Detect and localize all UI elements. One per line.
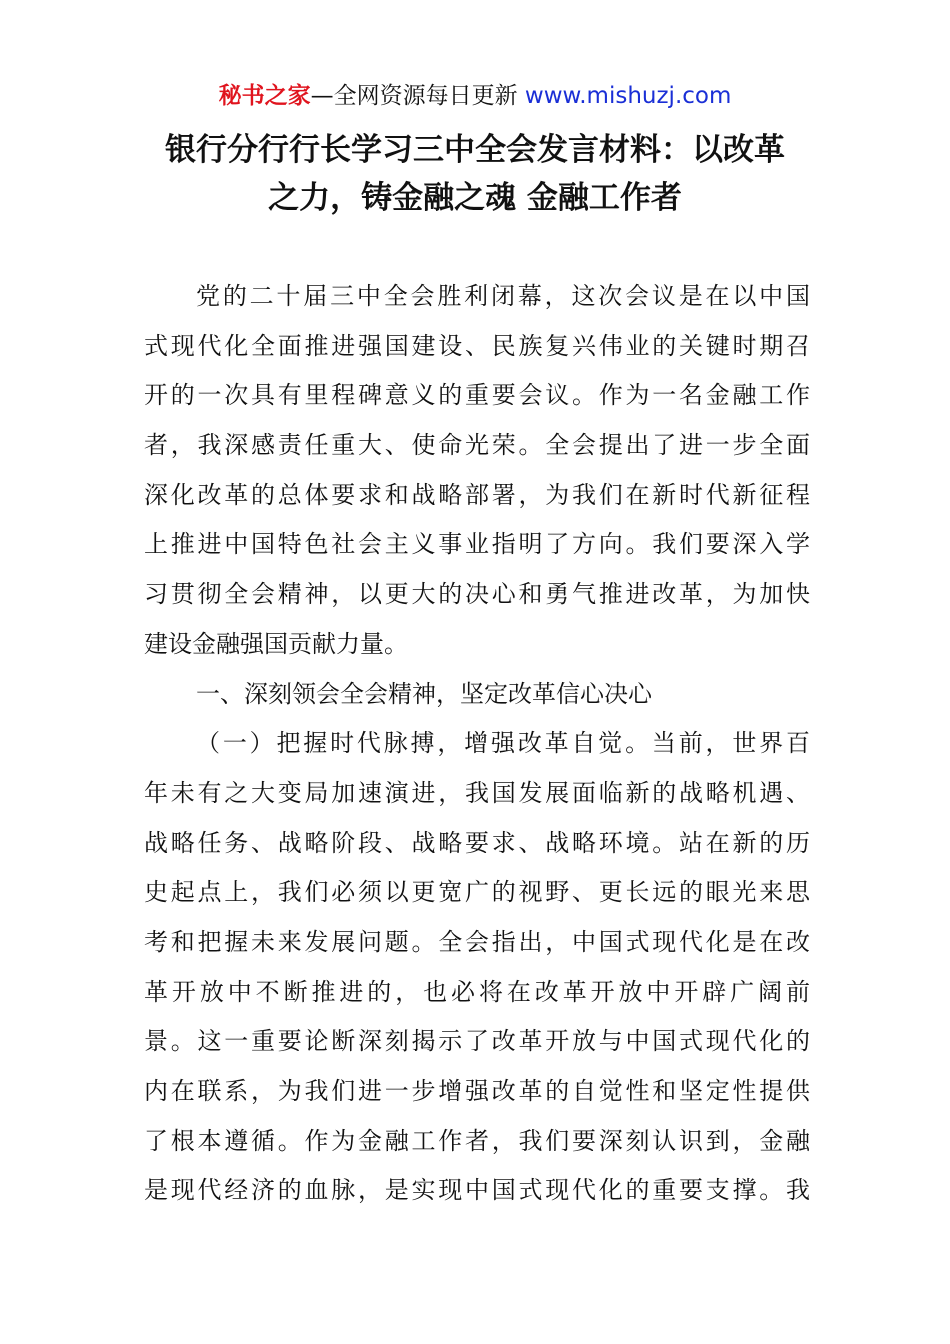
paragraph-line: 内在联系，为我们进一步增强改革的自觉性和坚定性提供 <box>144 1077 810 1105</box>
document-title <box>0 126 950 222</box>
paragraph-line: 习贯彻全会精神，以更大的决心和勇气推进改革，为加快 <box>144 580 810 609</box>
paragraph-line: 建设金融强国贡献力量。 <box>144 629 408 658</box>
paragraph-line: 式现代化全面推进强国建设、民族复兴伟业的关键时期召 <box>144 331 810 360</box>
site-header <box>0 80 950 112</box>
paragraph-line: 上推进中国特色社会主义事业指明了方向。我们要深入学 <box>144 530 810 559</box>
paragraph-line: （一）把握时代脉搏，增强改革自觉。当前，世界百 <box>196 729 810 758</box>
paragraph-line: 考和把握未来发展问题。全会指出，中国式现代化是在改 <box>144 927 810 956</box>
paragraph-line: 景。这一重要论断深刻揭示了改革开放与中国式现代化的 <box>144 1027 810 1056</box>
section-heading: 一、深刻领会全会精神，坚定改革信心决心 <box>196 679 652 708</box>
paragraph-line: 史起点上，我们必须以更宽广的视野、更长远的眼光来思 <box>144 878 810 907</box>
title-line-1: 银行分行行长学习三中全会发言材料：以改革 <box>165 132 785 168</box>
document-body <box>144 272 810 1216</box>
title-line-2: 之力，铸金融之魂 金融工作者 <box>268 180 682 216</box>
site-url-link[interactable]: www.mishuzj.com <box>524 83 732 109</box>
paragraph-line: 革开放中不断推进的，也必将在改革开放中开辟广阔前 <box>144 977 810 1006</box>
paragraph-line: 了根本遵循。作为金融工作者，我们要深刻认识到，金融 <box>144 1126 810 1155</box>
paragraph-line: 深化改革的总体要求和战略部署，为我们在新时代新征程 <box>144 480 810 509</box>
paragraph-line: 战略任务、战略阶段、战略要求、战略环境。站在新的历 <box>144 828 810 857</box>
paragraph-line: 是现代经济的血脉，是实现中国式现代化的重要支撑。我 <box>144 1176 810 1205</box>
paragraph-line: 者，我深感责任重大、使命光荣。全会提出了进一步全面 <box>144 431 810 460</box>
paragraph-line: 党的二十届三中全会胜利闭幕，这次会议是在以中国 <box>196 282 810 310</box>
paragraph-line: 开的一次具有里程碑意义的重要会议。作为一名金融工作 <box>144 381 810 410</box>
site-brand: 秘书之家 <box>218 83 311 109</box>
paragraph-line: 年未有之大变局加速演进，我国发展面临新的战略机遇、 <box>144 778 810 807</box>
site-tagline: —全网资源每日更新 <box>310 83 525 109</box>
